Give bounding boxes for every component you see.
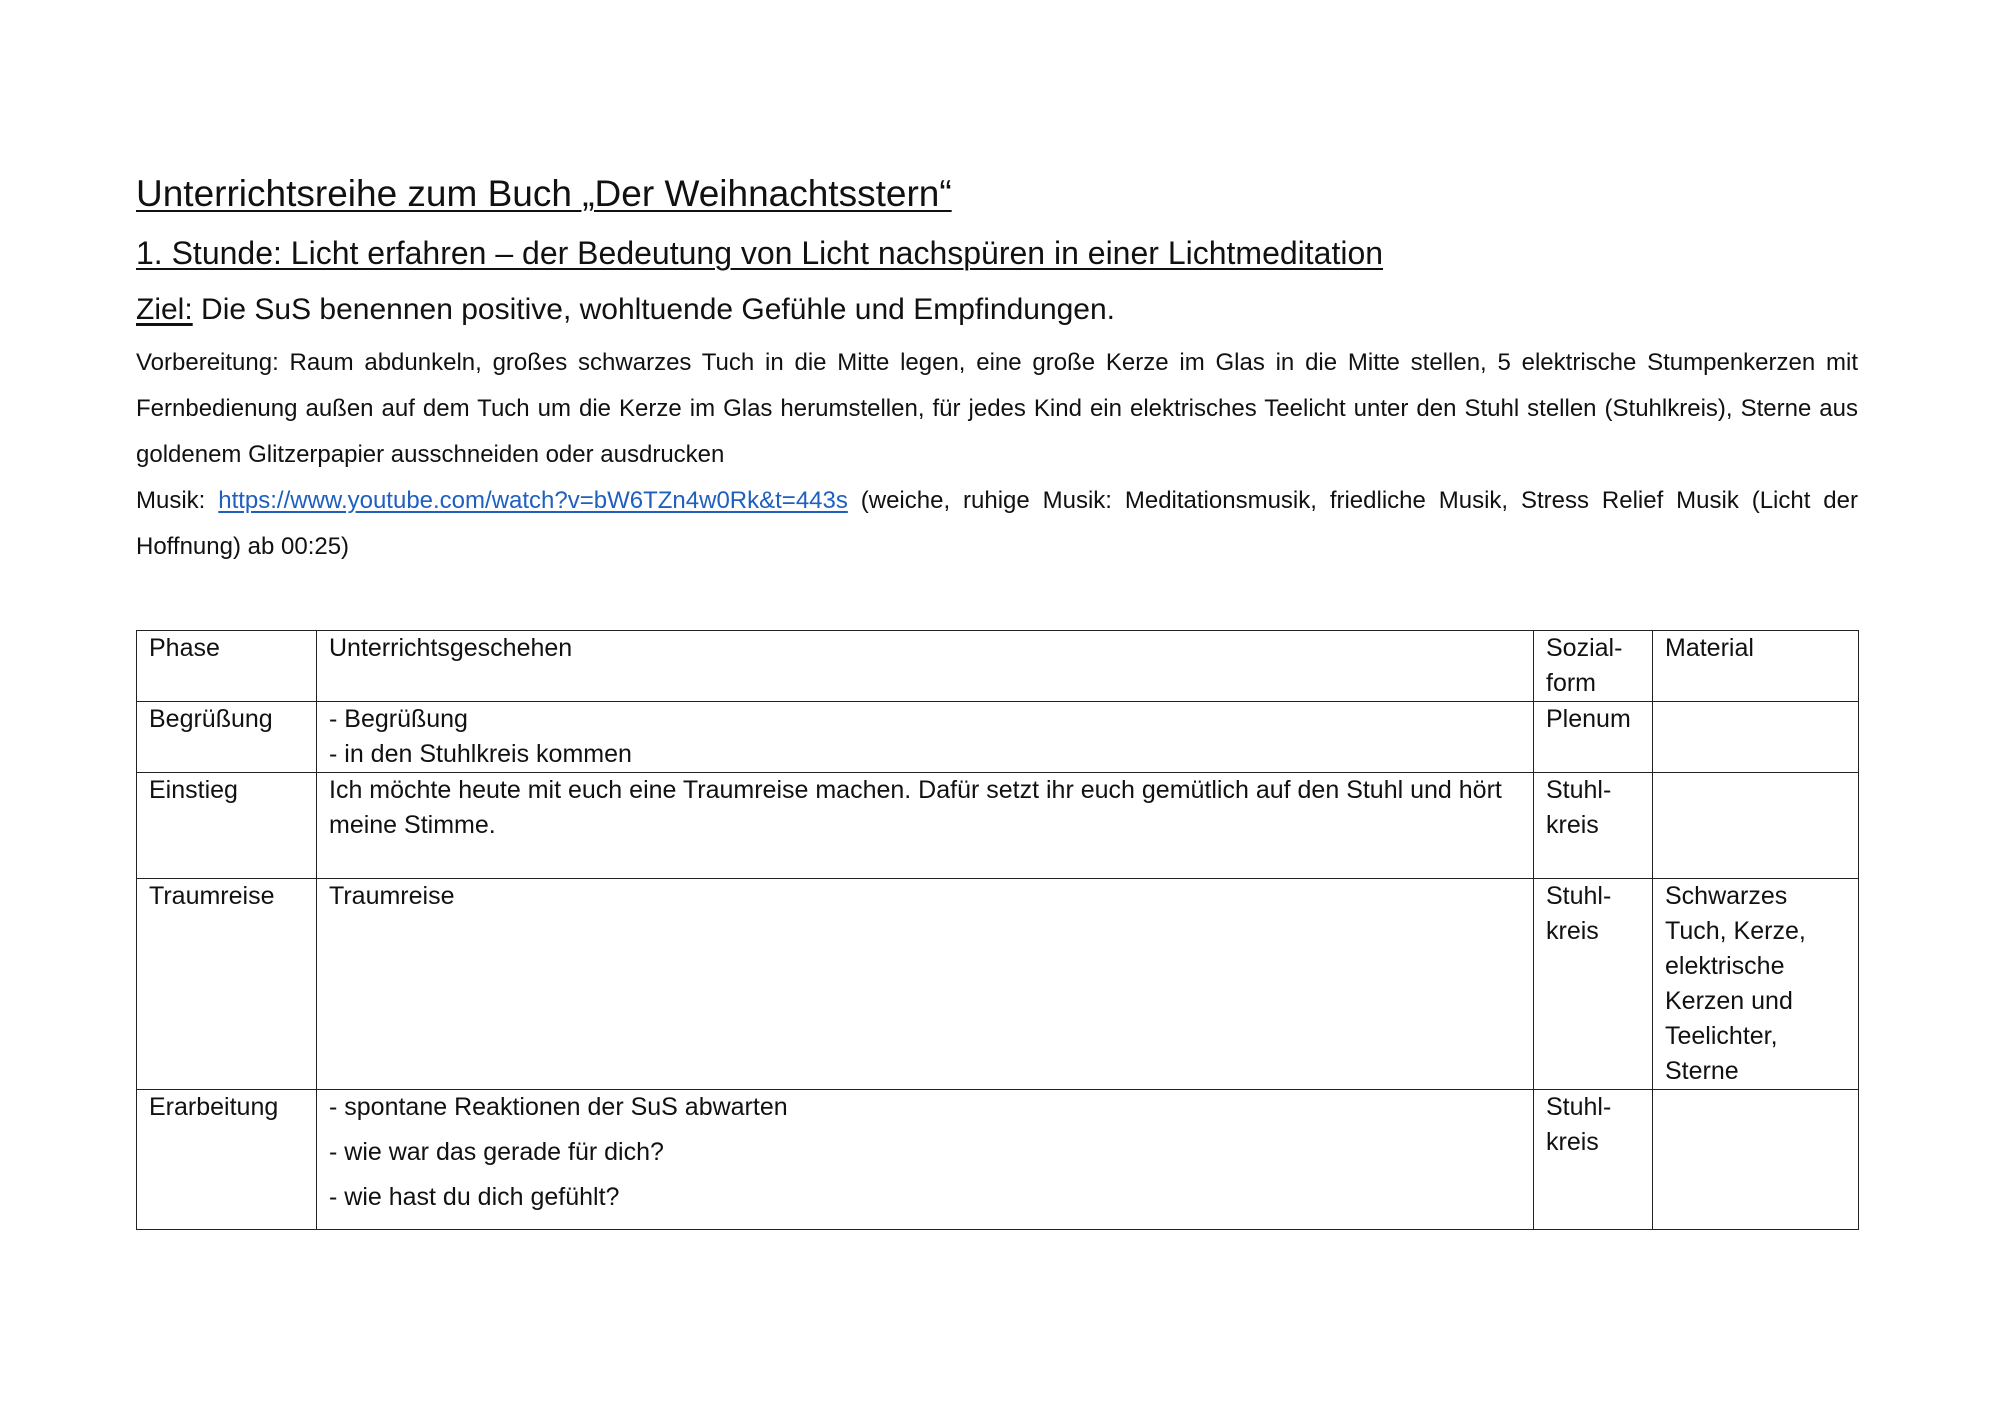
geschehen-line: - in den Stuhlkreis kommen [329,740,632,768]
material-line: Sterne [1665,1057,1739,1085]
sozialform-line: Stuhl- [1546,1093,1612,1121]
geschehen-line: - Begrüßung [329,705,468,733]
table-row [137,879,1859,1090]
sozialform-line: kreis [1546,917,1599,945]
goal-text: Die SuS benennen positive, wohltuende Gefühle und Empfindungen. [192,293,1116,326]
geschehen-line: Traumreise [329,882,455,910]
material-cell [1653,773,1859,879]
header-material: Material [1653,631,1859,702]
lesson-plan-table [136,630,1859,1230]
sozialform-line: kreis [1546,1128,1599,1156]
table-header-row [137,631,1859,702]
lesson-goal [136,282,1858,338]
table-row [137,702,1859,773]
sozialform-line: Plenum [1546,705,1631,733]
preparation-text: Vorbereitung: Raum abdunkeln, großes schwarzes Tuch in die Mitte legen, eine große Kerze im Glas in die Mitte stellen, 5 elektrische Stumpenkerzen mit Fernbedienung außen auf dem Tuch um die Kerze im Glas herumstellen, für jedes Kind ein elektrisches Teelicht unter den Stuhl stellen (Stuhlkreis), Sterne aus goldenem Glitzerpapier ausschneiden oder ausdrucken [136,349,1858,468]
geschehen-line: - wie war das gerade für dich? [329,1138,664,1166]
material-cell [1653,702,1859,773]
sozialform-cell [1534,702,1653,773]
phase-cell: Traumreise [137,879,317,1090]
geschehen-line: Ich möchte heute mit euch eine Traumreise machen. Dafür setzt ihr euch gemütlich auf den Stuhl und hört meine Stimme. [329,776,1502,839]
header-phase: Phase [137,631,317,702]
music-link[interactable]: https://www.youtube.com/watch?v=bW6TZn4w0Rk&t=443s [218,487,848,514]
music-note: (weiche, ruhige Musik: Meditationsmusik, friedliche Musik, Stress Relief Musik (Licht der Hoffnung) ab 00:25) [136,487,1858,560]
material-line: elektrische [1665,952,1785,980]
material-line: Tuch, Kerze, [1665,917,1806,945]
material-cell [1653,1090,1859,1230]
sozialform-cell [1534,1090,1653,1230]
geschehen-cell [317,1090,1534,1230]
material-cell [1653,879,1859,1090]
sozialform-line: Stuhl- [1546,882,1612,910]
phase-cell: Einstieg [137,773,317,879]
sozialform-cell [1534,879,1653,1090]
header-sozialform [1534,631,1653,702]
geschehen-cell [317,773,1534,879]
phase-cell: Begrüßung [137,702,317,773]
material-line: Teelichter, [1665,1022,1778,1050]
geschehen-line: - wie hast du dich gefühlt? [329,1183,620,1211]
music-paragraph [136,478,1858,570]
table-row [137,1090,1859,1230]
header-unterrichtsgeschehen: Unterrichtsgeschehen [317,631,1534,702]
music-label: Musik: [136,487,219,514]
material-line: Schwarzes [1665,882,1788,910]
geschehen-cell [317,702,1534,773]
header-sozialform-line: Sozial- [1546,634,1623,662]
document-header [136,168,1858,570]
header-sozialform-line: form [1546,669,1596,697]
geschehen-cell [317,879,1534,1090]
phase-cell: Erarbeitung [137,1090,317,1230]
document-title: Unterrichtsreihe zum Buch „Der Weihnachtsstern“ [136,173,952,214]
goal-label: Ziel: [136,293,193,326]
sozialform-cell [1534,773,1653,879]
sozialform-line: kreis [1546,811,1599,839]
lesson-title: 1. Stunde: Licht erfahren – der Bedeutung von Licht nachspüren in einer Lichtmeditation [136,235,1384,271]
geschehen-line: - spontane Reaktionen der SuS abwarten [329,1093,788,1121]
sozialform-line: Stuhl- [1546,776,1612,804]
material-line: Kerzen und [1665,987,1793,1015]
table-row [137,773,1859,879]
